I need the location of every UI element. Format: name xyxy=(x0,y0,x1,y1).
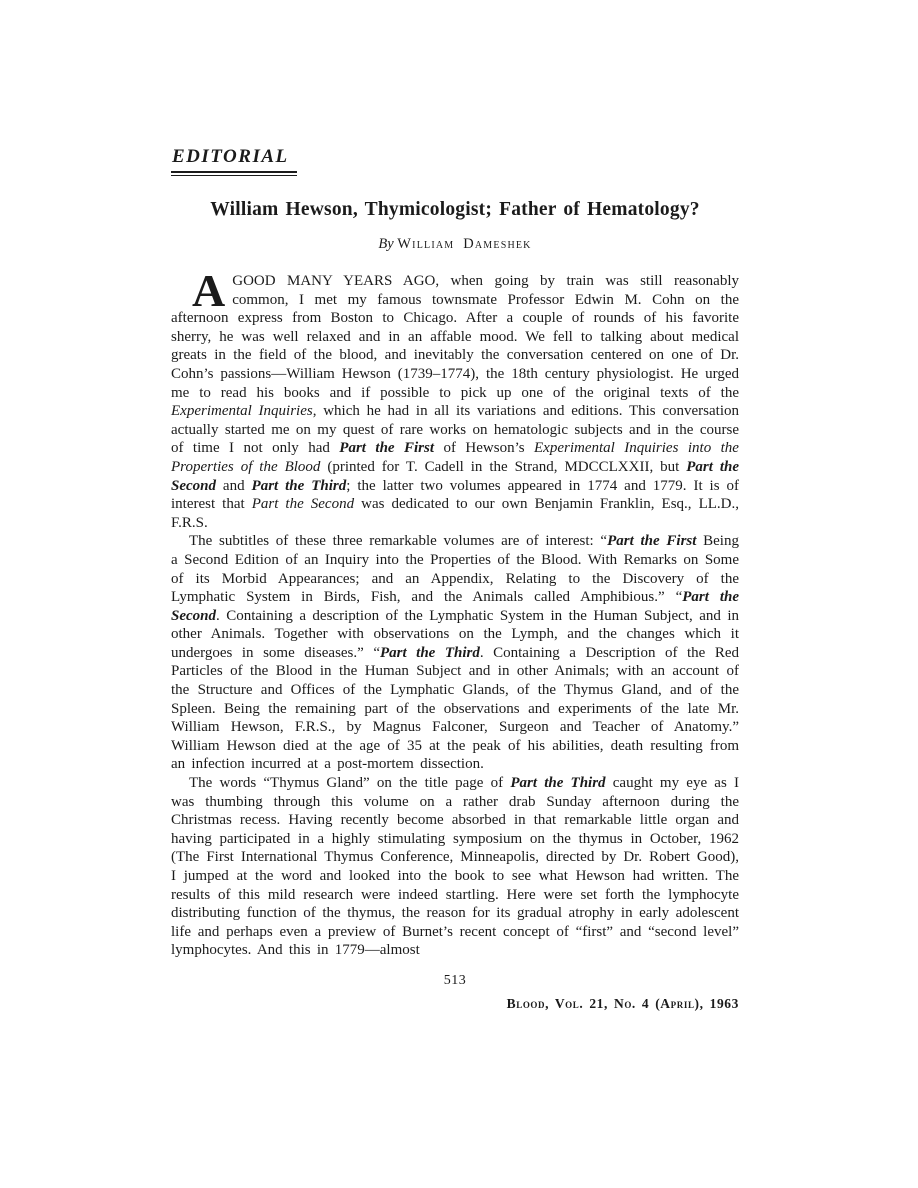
text-segment: was dedicated to our own Benjamin Franklin, Esq., LL.D., F.R.S. xyxy=(171,496,739,531)
text-segment: Part the Second xyxy=(251,496,355,513)
paragraph-2 xyxy=(171,532,739,774)
article-title: William Hewson, Thymicologist; Father of Hematology? xyxy=(210,199,700,220)
text-segment: of Hewson’s xyxy=(434,440,535,457)
text-segment: GOOD MANY YEARS AGO, when going by train was still reasonably common, I met my famous townsmate Professor Edwin M. Cohn on the afternoon express from Boston to Chicago. After a couple of rounds of his favorite sherry, he was well relaxed and in an affable mood. We fell to talking about medical greats in the field of the blood, and inevitably the conversation centered on one of Dr. Cohn’s passions—William Hewson (1739–1774), the 18th century physiologist. He urged me to read his books and if possible to pick up one of the original texts of the xyxy=(171,273,739,401)
text-segment: caught my eye as I was thumbing through this volume on a rather drab Sunday afternoon during the Christmas recess. Having recently become absorbed in that remarkable little organ and having participated in a highly stimulating symposium on the thymus in October, 1962 (The First International Thymus Conference, Minneapolis, directed by Dr. Robert Good), I jumped at the word and looked into the book to see what Hewson had written. The results of this mild research were indeed startling. Here were set forth the lymphocyte distributing function of the thymus, the reason for its gradual atrophy in early adolescent life and perhaps even a preview of Burnet’s recent concept of “first” and “second level” lymphocytes. And this in 1779—almost xyxy=(171,775,739,959)
text-segment: Part the Third xyxy=(379,644,480,661)
text-segment: Experimental Inquiries into the Properties of the Blood xyxy=(171,440,739,475)
paragraph-1 xyxy=(171,265,740,532)
text-segment: . Containing a Description of the Red Particles of the Blood in the Human Subject and in other Animals; with an account of the Structure and Offices of the Lymphatic Glands, of the Thymus Gland, and of the Spleen. Being the remaining part of the observations and experiments of the late Mr. William Hewson, F.R.S., by Magnus Falconer, Surgeon and Teacher of Anatomy.” William Hewson died at the age of 35 at the peak of his abilities, death resulting from an infection incurred at a post-mortem dissection. xyxy=(171,644,739,773)
text-segment: ; the latter two volumes appeared in 1774 and 1779. It is of interest that xyxy=(171,477,739,513)
page-number: 513 xyxy=(443,972,467,988)
byline-prefix: By xyxy=(378,236,394,252)
text-segment: . Containing a description of the Lymphatic System in the Human Subject, and in other Animals. Together with observations on the Lymph, and the changes which it undergoes in some diseases.” “ xyxy=(171,607,739,661)
text-segment: Part the Third xyxy=(251,477,347,494)
text-column xyxy=(171,0,739,1012)
drop-cap: A xyxy=(192,265,226,316)
text-segment: Part the Second xyxy=(171,458,740,494)
text-segment: , which he had in all its variations and editions. This conversation actually started me on my quest of rare works on hematologic subjects and in the course of time I not only had xyxy=(171,403,739,457)
journal-citation: Blood, Vol. 21, No. 4 (April), 1963 xyxy=(506,995,739,1011)
byline-author: William Dameshek xyxy=(397,236,532,252)
text-segment: Experimental Inquiries xyxy=(171,403,313,420)
text-segment: Part the Second xyxy=(171,589,739,624)
text-segment: (printed for T. Cadell in the Strand, MDCCLXXII, but xyxy=(320,458,687,475)
text-segment: Part the Third xyxy=(510,775,606,792)
section-header xyxy=(171,146,739,173)
text-segment: Part the First xyxy=(339,440,435,457)
text-segment: The subtitles of these three remarkable volumes are of interest: “ xyxy=(189,533,608,550)
text-segment: and xyxy=(216,477,252,494)
text-segment: The words “Thymus Gland” on the title page of xyxy=(189,775,511,792)
text-segment: Part the First xyxy=(607,533,697,550)
text-segment: Being a Second Edition of an Inquiry into the Properties of the Blood. With Remarks on Some of its Morbid Appearances; and an Appendix, Relating to the Discovery of the Lymphatic System in Birds, Fish, and the Animals called Amphibious.” “ xyxy=(171,533,739,606)
byline xyxy=(171,236,739,253)
paragraph-3 xyxy=(171,774,739,960)
paragraph-1-text xyxy=(171,265,740,531)
section-label: EDITORIAL xyxy=(171,146,297,173)
article-body xyxy=(171,265,740,960)
